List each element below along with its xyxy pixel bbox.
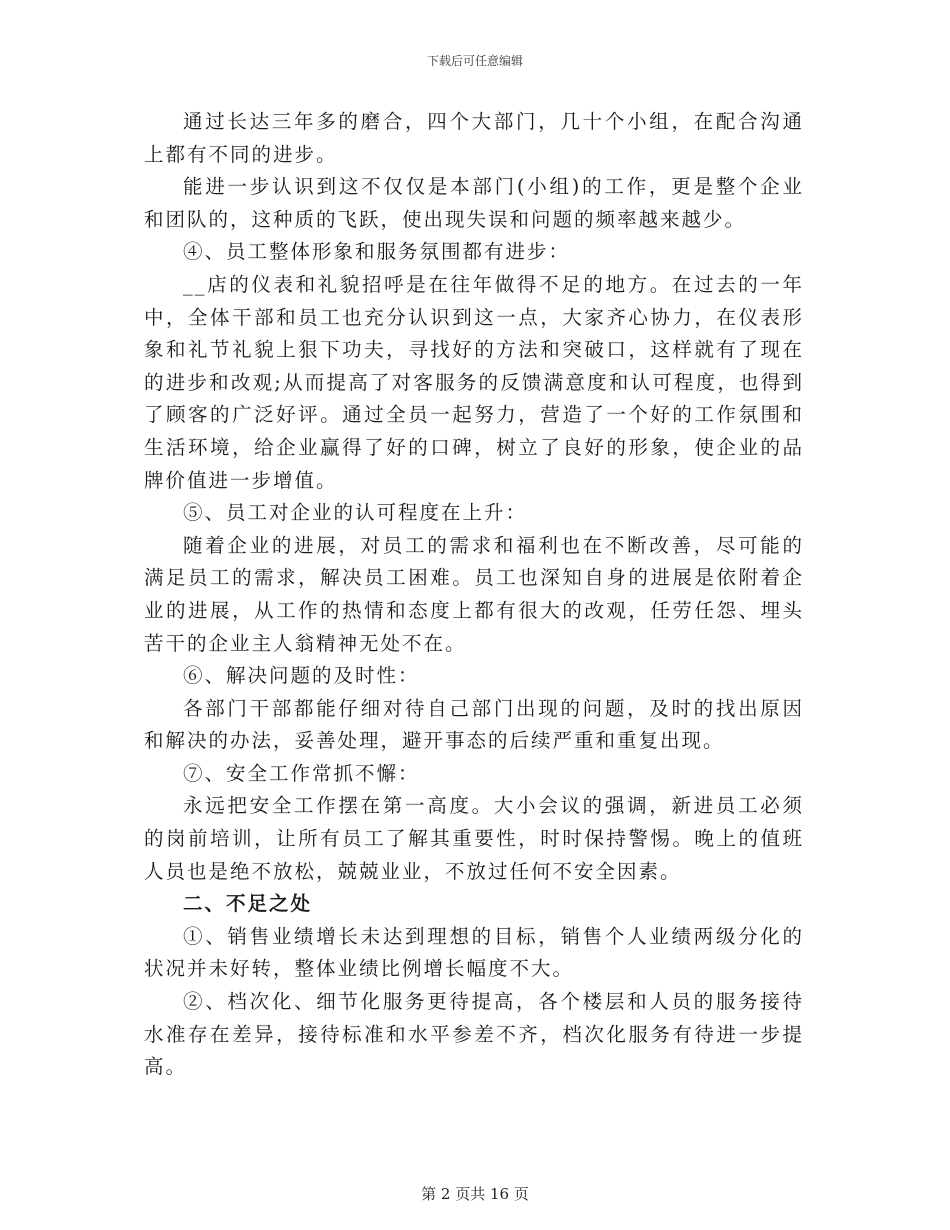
paragraph: 能进一步认识到这不仅仅是本部门(小组)的工作，更是整个企业和团队的，这种质的飞跃，使出现失误和问题的频率越来越少。 bbox=[144, 175, 804, 231]
paragraph: 通过长达三年多的磨合，四个大部门，几十个小组，在配合沟通上都有不同的进步。 bbox=[144, 110, 804, 166]
list-heading: ⑥、解决问题的及时性： bbox=[183, 664, 420, 688]
page-header-note: 下载后可任意编辑 bbox=[426, 54, 523, 68]
section-heading: 二、不足之处 bbox=[183, 892, 313, 916]
list-heading: ⑦、安全工作常抓不懈： bbox=[183, 761, 420, 785]
paragraph: 各部门干部都能仔细对待自己部门出现的问题，及时的找出原因和解决的办法，妥善处理，避开事态的后续严重和重复出现。 bbox=[144, 696, 804, 753]
paragraph: 随着企业的进展，对员工的需求和福利也在不断改善，尽可能的满足员工的需求，解决员工困难。员工也深知自身的进展是依附着企业的进展，从工作的热情和态度上都有很大的改观，任劳任怨、埋头苦干的企业主人翁精神无处不在。 bbox=[144, 533, 804, 655]
list-heading: ⑤、员工对企业的认可程度在上升： bbox=[183, 501, 528, 525]
document-body bbox=[144, 106, 804, 1084]
paragraph: 永远把安全工作摆在第一高度。大小会议的强调，新进员工必须的岗前培训，让所有员工了解其重要性，时时保持警惕。晚上的值班人员也是绝不放松，兢兢业业，不放过任何不安全因素。 bbox=[144, 794, 804, 883]
paragraph: __店的仪表和礼貌招呼是在往年做得不足的地方。在过去的一年中，全体干部和员工也充分认识到这一点，大家齐心协力，在仪表形象和礼节礼貌上狠下功夫，寻找好的方法和突破口，这样就有了现在的进步和改观;从而提高了对客服务的反馈满意度和认可程度，也得到了顾客的广泛好评。通过全员一起努力，营造了一个好的工作氛围和生活环境，给企业赢得了好的口碑，树立了良好的形象，使企业的品牌价值进一步增值。 bbox=[144, 272, 804, 492]
list-heading: ④、员工整体形象和服务氛围都有进步： bbox=[183, 240, 571, 264]
paragraph: ①、销售业绩增长未达到理想的目标，销售个人业绩两级分化的状况并未好转，整体业绩比例增长幅度不大。 bbox=[144, 924, 804, 981]
page-number: 第 2 页共 16 页 bbox=[421, 1185, 529, 1203]
paragraph: ②、档次化、细节化服务更待提高，各个楼层和人员的服务接待水准存在差异，接待标准和水平参差不齐，档次化服务有待进一步提高。 bbox=[144, 990, 804, 1079]
